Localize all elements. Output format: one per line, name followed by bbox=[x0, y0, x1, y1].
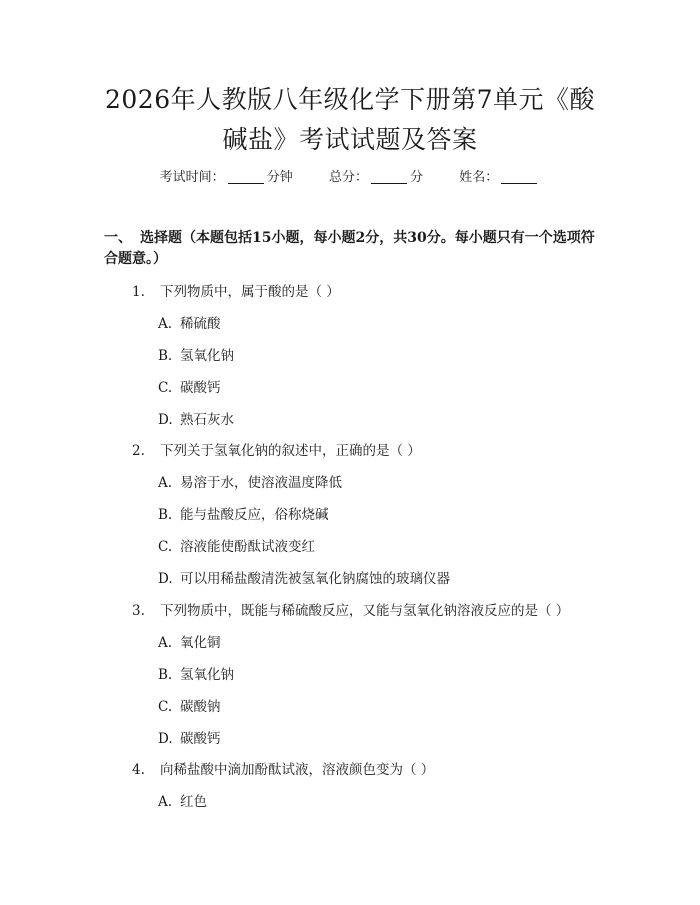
question-text: 向稀盐酸中滴加酚酞试液，溶液颜色变为（ ） bbox=[160, 762, 435, 778]
option-text: 能与盐酸反应，俗称烧碱 bbox=[180, 507, 329, 523]
time-label: 考试时间： bbox=[159, 170, 225, 185]
option-text: 碳酸钠 bbox=[180, 699, 221, 715]
option-letter: D. bbox=[158, 412, 173, 428]
title-line-1: 2026年人教版八年级化学下册第7单元《酸 bbox=[104, 85, 596, 114]
score-blank[interactable] bbox=[371, 171, 407, 184]
option-text: 溶液能使酚酞试液变红 bbox=[180, 539, 315, 555]
question-4 bbox=[132, 760, 434, 780]
section-text-line-1: 选择题（本题包括15小题，每小题2分，共30分。每小题只有一个选项符 bbox=[140, 230, 595, 246]
option-letter: A. bbox=[158, 475, 173, 491]
option-letter: A. bbox=[158, 635, 173, 651]
question-text: 下列物质中，既能与稀硫酸反应，又能与氢氧化钠溶液反应的是（ ） bbox=[160, 603, 570, 619]
option-letter: D. bbox=[158, 731, 173, 747]
q2-option-b[interactable] bbox=[158, 505, 329, 525]
question-number: 2. bbox=[132, 443, 145, 459]
question-text: 下列物质中，属于酸的是（ ） bbox=[160, 284, 340, 300]
name-blank[interactable] bbox=[501, 171, 537, 184]
time-unit: 分钟 bbox=[266, 170, 293, 185]
section-number: 一、 bbox=[104, 230, 132, 246]
q3-option-c[interactable] bbox=[158, 697, 221, 717]
q3-option-d[interactable] bbox=[158, 729, 221, 749]
option-letter: A. bbox=[158, 316, 173, 332]
q2-option-a[interactable] bbox=[158, 473, 342, 493]
question-1 bbox=[132, 282, 340, 302]
question-number: 4. bbox=[132, 762, 145, 778]
question-2 bbox=[132, 441, 421, 461]
q1-option-b[interactable] bbox=[158, 346, 234, 366]
exam-meta-line bbox=[0, 168, 700, 188]
option-text: 氢氧化钠 bbox=[180, 667, 234, 683]
score-unit: 分 bbox=[410, 170, 424, 185]
q1-option-c[interactable] bbox=[158, 378, 221, 398]
option-text: 碳酸钙 bbox=[180, 731, 221, 747]
document-title bbox=[60, 80, 640, 160]
time-blank[interactable] bbox=[228, 171, 264, 184]
q4-option-a[interactable] bbox=[158, 792, 207, 812]
option-letter: C. bbox=[158, 699, 173, 715]
option-letter: C. bbox=[158, 539, 173, 555]
option-letter: C. bbox=[158, 380, 173, 396]
option-letter: B. bbox=[158, 348, 173, 364]
option-text: 稀硫酸 bbox=[180, 316, 221, 332]
name-label: 姓名： bbox=[459, 170, 499, 185]
option-text: 氢氧化钠 bbox=[180, 348, 234, 364]
option-text: 碳酸钙 bbox=[180, 380, 221, 396]
score-label: 总分： bbox=[328, 170, 368, 185]
question-number: 3. bbox=[132, 603, 145, 619]
question-3 bbox=[132, 601, 569, 621]
section-text-line-2: 合题意。） bbox=[104, 251, 167, 267]
q3-option-b[interactable] bbox=[158, 665, 234, 685]
title-line-2: 碱盐》考试试题及答案 bbox=[222, 125, 478, 154]
option-letter: B. bbox=[158, 667, 173, 683]
option-letter: B. bbox=[158, 507, 173, 523]
option-text: 红色 bbox=[180, 794, 207, 810]
q2-option-d[interactable] bbox=[158, 569, 450, 589]
option-text: 易溶于水，使溶液温度降低 bbox=[180, 475, 342, 491]
option-letter: A. bbox=[158, 794, 173, 810]
q1-option-a[interactable] bbox=[158, 314, 221, 334]
q1-option-d[interactable] bbox=[158, 410, 234, 430]
option-text: 可以用稀盐酸清洗被氢氧化钠腐蚀的玻璃仪器 bbox=[180, 571, 450, 587]
q3-option-a[interactable] bbox=[158, 633, 221, 653]
option-text: 氧化铜 bbox=[180, 635, 221, 651]
question-text: 下列关于氢氧化钠的叙述中，正确的是（ ） bbox=[160, 443, 421, 459]
question-number: 1. bbox=[132, 284, 145, 300]
option-letter: D. bbox=[158, 571, 173, 587]
q2-option-c[interactable] bbox=[158, 537, 315, 557]
option-text: 熟石灰水 bbox=[180, 412, 234, 428]
section-heading bbox=[104, 228, 604, 270]
